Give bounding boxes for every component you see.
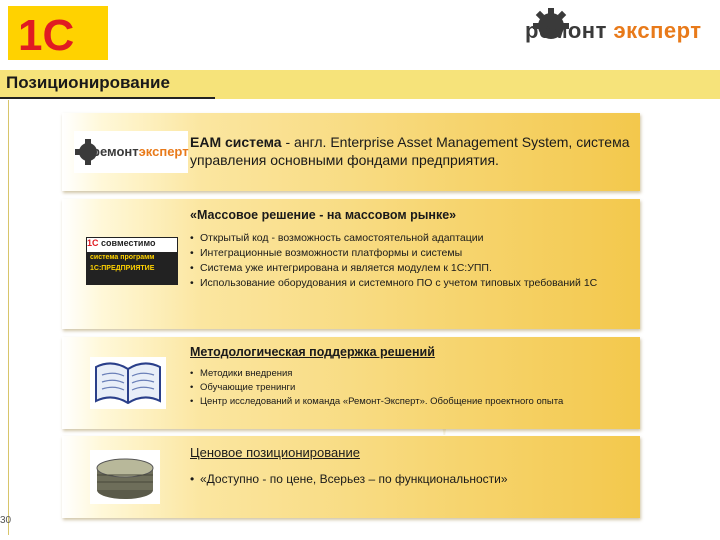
badge-line1: совместимо xyxy=(101,238,156,248)
1c-logo xyxy=(8,6,108,60)
page-title: Позиционирование xyxy=(6,73,170,92)
logo-text-part2: эксперт xyxy=(613,18,702,43)
panel-pricing xyxy=(62,436,640,518)
panel-methodology xyxy=(62,337,640,429)
badge-line2: система программ xyxy=(90,254,155,261)
remont-expert-logo xyxy=(525,6,705,62)
open-book-icon xyxy=(90,357,166,409)
pricing-title: Ценовое позиционирование xyxy=(190,445,360,460)
header xyxy=(0,0,720,68)
badge-line3: 1С:ПРЕДПРИЯТИЕ xyxy=(90,265,155,272)
slide-edge xyxy=(8,100,9,535)
list-item: • Система уже интегрирована и является модулем к 1С:УПП. xyxy=(190,261,632,276)
eam-description xyxy=(190,133,632,169)
eam-text: - англ. Enterprise Asset Management System, система управления основными фондами предприятия. xyxy=(190,134,630,168)
page-number: 30 xyxy=(0,515,12,526)
logo-text-part1: ремонт xyxy=(525,18,607,43)
panel-mass-solution xyxy=(62,199,640,329)
list-item: • Методики внедрения xyxy=(190,367,632,381)
remont-expert-logo xyxy=(74,131,188,173)
methodology-title: Методологическая поддержка решений xyxy=(190,345,435,359)
logo-text-part1: ремонт xyxy=(92,144,139,159)
list-item: • Использование оборудования и системного ПО с учетом типовых требований 1С xyxy=(190,276,632,291)
svg-text:1C: 1C xyxy=(18,11,75,60)
methodology-list xyxy=(190,367,632,409)
list-item: • «Доступно - по цене, Всерьез – по функциональности» xyxy=(190,472,632,487)
logo-text-part2: эксперт xyxy=(138,144,189,159)
1c-compatible-badge: 1С совместимо система программ 1С:ПРЕДПРИЯТИЕ xyxy=(86,237,178,285)
eam-title: EAM система xyxy=(190,134,282,150)
panel-eam xyxy=(62,113,640,191)
mass-solution-list xyxy=(190,231,632,291)
list-item: • Открытый код - возможность самостоятельной адаптации xyxy=(190,231,632,246)
list-item: • Интеграционные возможности платформы и системы xyxy=(190,246,632,261)
list-item: • Обучающие тренинги xyxy=(190,381,632,395)
coin-stack-icon xyxy=(90,450,160,504)
pricing-list xyxy=(190,472,632,487)
mass-solution-title: «Массовое решение - на массовом рынке» xyxy=(190,208,457,222)
list-item: • Центр исследований и команда «Ремонт-Эксперт». Обобщение проектного опыта xyxy=(190,395,632,409)
